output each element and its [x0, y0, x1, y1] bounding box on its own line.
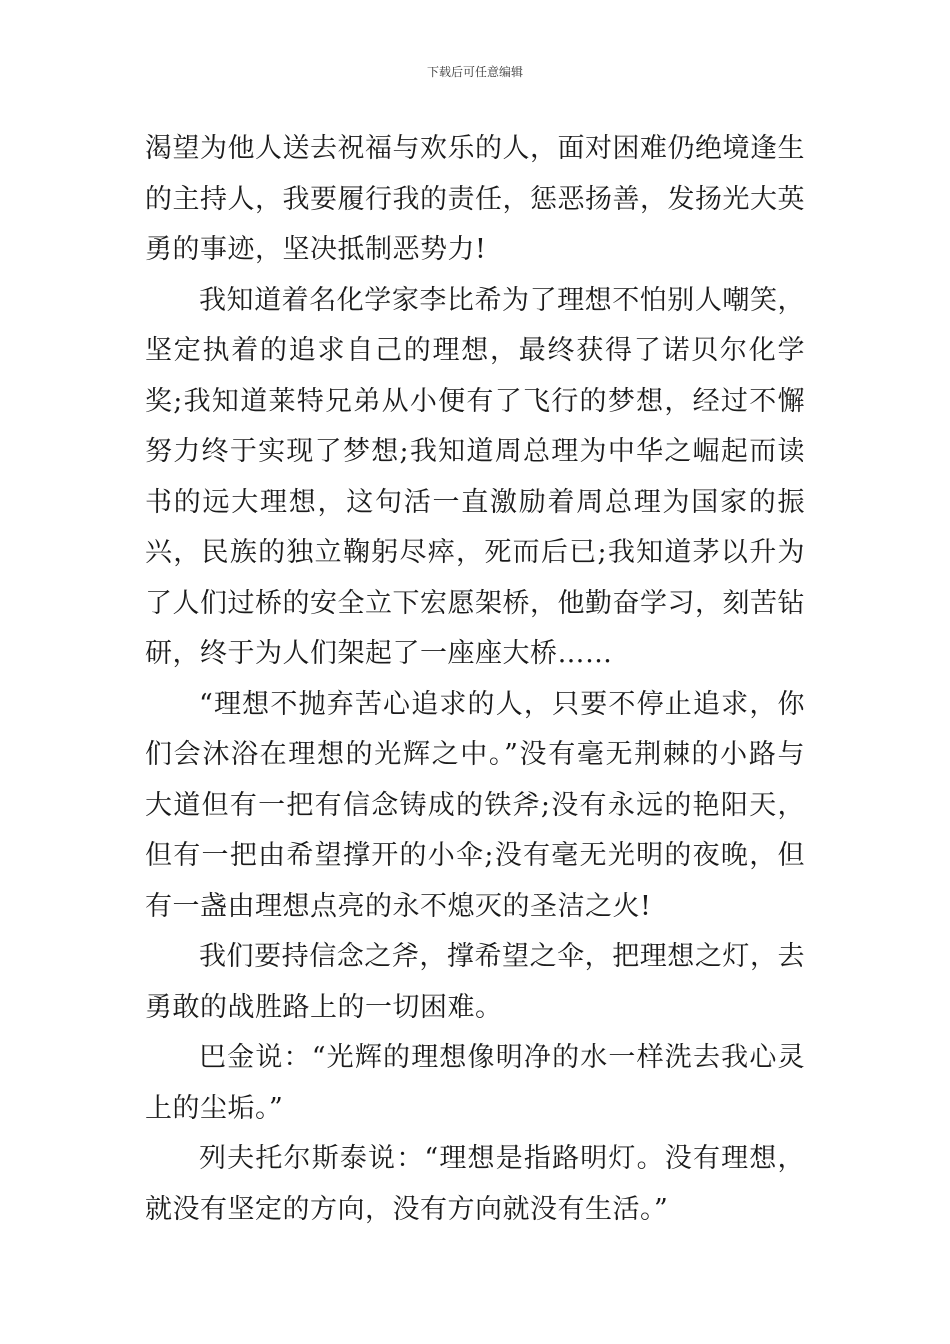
paragraph: 我知道着名化学家李比希为了理想不怕别人嘲笑，坚定执着的追求自己的理想，最终获得了诺贝尔化学奖;我知道莱特兄弟从小便有了飞行的梦想，经过不懈努力终于实现了梦想;我知道周总理为中华之崛起而读书的远大理想，这句活一直激励着周总理为国家的振兴，民族的独立鞠躬尽瘁，死而后已;我知道茅以升为了人们过桥的安全立下宏愿架桥，他勤奋学习，刻苦钻研，终于为人们架起了一座座大桥…… — [145, 284, 805, 669]
page-header: 下载后可任意编辑 — [426, 65, 523, 79]
paragraph: “理想不抛弃苦心追求的人，只要不停止追求，你们会沐浴在理想的光辉之中。”没有毫无荆棘的小路与大道但有一把有信念铸成的铁斧;没有永远的艳阳天，但有一把由希望撑开的小伞;没有毫无光明的夜晚，但有一盏由理想点亮的永不熄灭的圣洁之火! — [145, 688, 805, 922]
paragraph: 列夫托尔斯泰说：“理想是指路明灯。没有理想，就没有坚定的方向，没有方向就没有生活。” — [145, 1143, 805, 1225]
paragraph: 我们要持信念之斧，撑希望之伞，把理想之灯，去勇敢的战胜路上的一切困难。 — [145, 941, 805, 1023]
paragraph: 渴望为他人送去祝福与欢乐的人，面对困难仍绝境逢生的主持人，我要履行我的责任，惩恶扬善，发扬光大英勇的事迹，坚决抵制恶势力! — [145, 133, 805, 265]
paragraph: 巴金说：“光辉的理想像明净的水一样洗去我心灵上的尘垢。” — [145, 1042, 805, 1124]
document-body — [145, 124, 805, 1235]
